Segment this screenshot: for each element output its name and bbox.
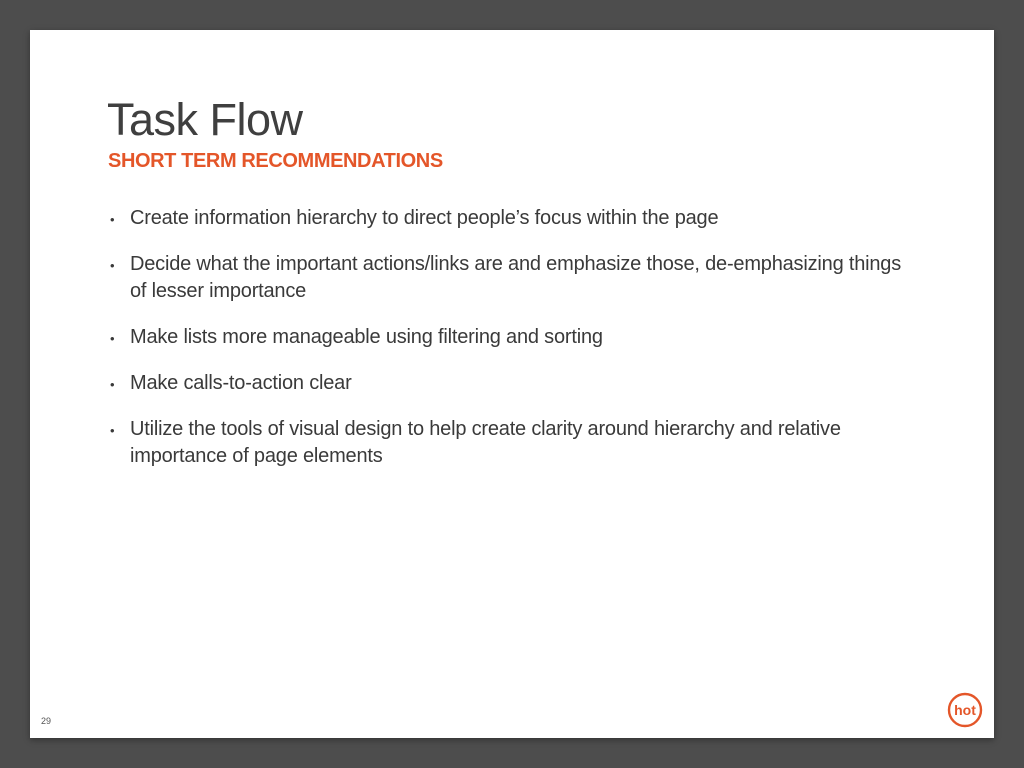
slide-title: Task Flow xyxy=(107,94,303,145)
bullet-marker: • xyxy=(110,331,115,346)
bullet-marker: • xyxy=(110,377,115,392)
list-item xyxy=(108,416,908,470)
list-item xyxy=(108,370,908,397)
list-item xyxy=(108,324,908,351)
bullet-marker: • xyxy=(110,423,115,438)
hot-logo-icon xyxy=(947,692,983,728)
slide-subtitle: SHORT TERM RECOMMENDATIONS xyxy=(108,150,443,172)
logo-text: hot xyxy=(954,702,976,718)
list-item xyxy=(108,251,908,305)
list-item xyxy=(108,205,908,232)
bullet-text: Make calls-to-action clear xyxy=(130,372,352,394)
bullet-text: Utilize the tools of visual design to help create clarity around hierarchy and relative importance of page elements xyxy=(130,418,841,467)
slide xyxy=(30,30,994,738)
bullet-text: Make lists more manageable using filtering and sorting xyxy=(130,326,603,348)
bullet-list xyxy=(108,205,908,489)
bullet-text: Create information hierarchy to direct people’s focus within the page xyxy=(130,207,719,229)
page-number: 29 xyxy=(41,716,52,726)
bullet-text: Decide what the important actions/links are and emphasize those, de-emphasizing things of lesser importance xyxy=(130,253,902,302)
bullet-marker: • xyxy=(110,212,115,227)
bullet-marker: • xyxy=(110,258,115,273)
